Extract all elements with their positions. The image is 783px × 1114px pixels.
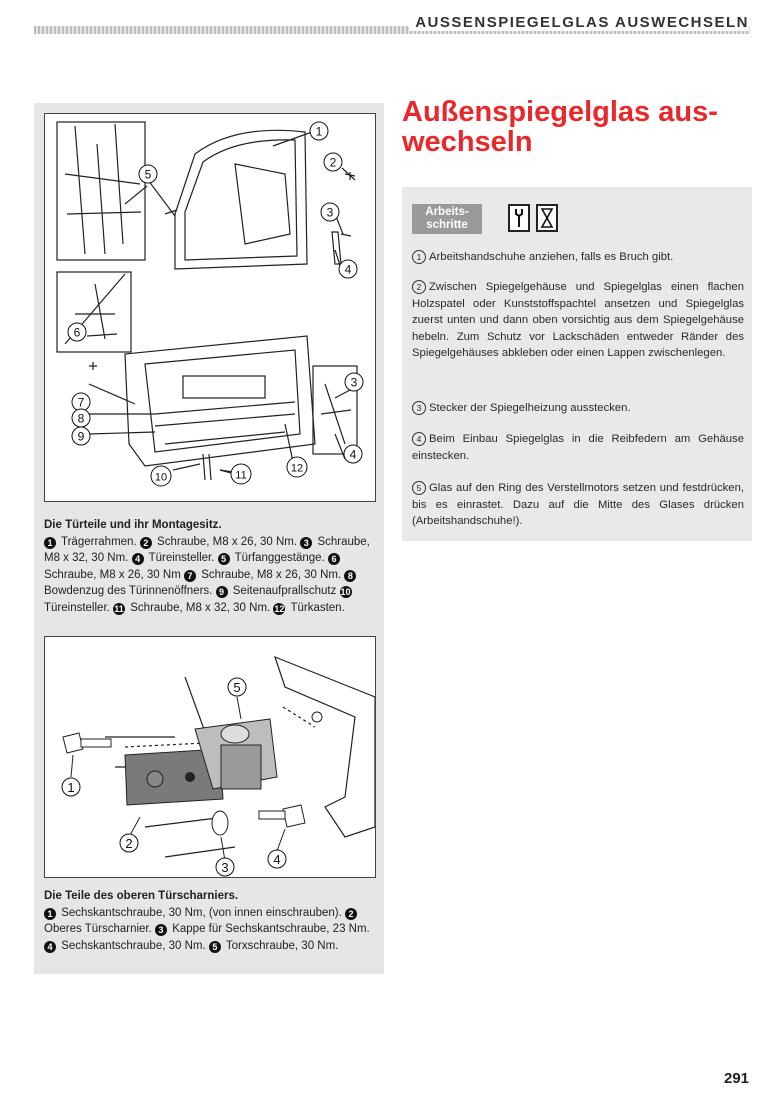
hourglass-icon	[536, 204, 558, 232]
figure2-caption-item: 2 Oberes Türscharnier.	[44, 907, 359, 936]
figure2-caption-item: 1 Sechskantschraube, 30 Nm, (von innen einschrauben).	[44, 907, 342, 919]
callout-5: 5	[144, 167, 152, 182]
page-header	[0, 0, 783, 40]
callout-2: 2	[329, 155, 337, 170]
figure1-caption-item: 3 Schraube, M8 x 32, 30 Nm.	[44, 535, 370, 564]
article-title-line2: wechseln	[402, 126, 533, 158]
figure1-caption-item: 1 Trägerrahmen.	[44, 536, 137, 548]
figure1-caption	[44, 517, 381, 616]
article-title	[402, 97, 742, 157]
work-steps-box	[402, 187, 752, 541]
callout-3: 3	[221, 860, 229, 875]
callout-12: 12	[290, 462, 304, 475]
work-step: 4 Beim Einbau Spiegelglas in die Reibfedern am Gehäuse einstecken.	[412, 433, 744, 462]
callout-4: 4	[344, 262, 352, 277]
page-number: 291	[724, 1070, 750, 1087]
wrench-icon	[508, 204, 530, 232]
figure2-illustration	[44, 636, 376, 878]
figure1-box	[34, 103, 384, 636]
callout-7: 7	[77, 395, 85, 410]
figure1-caption-item: 5 Türfanggestänge.	[218, 552, 325, 564]
work-step: 5 Glas auf den Ring des Verstellmotors setzen und festdrücken, bis es einrastet. Dazu auf die Mitte des Glases drücken (Arbeitshandschuhe!).	[412, 482, 744, 528]
figure1-callouts	[68, 122, 363, 486]
hinge-drawing	[45, 637, 375, 877]
callout-8: 8	[77, 411, 85, 426]
figure1-caption-item: 12 Türkasten.	[274, 601, 345, 614]
callout-4: 4	[273, 852, 281, 867]
figure1-caption-item: 8 Bowdenzug des Türinnenöffners.	[44, 569, 358, 598]
callout-3b: 3	[350, 375, 358, 390]
work-step: 3 Stecker der Spiegelheizung ausstecken.	[412, 400, 744, 417]
figure1-caption-item: 6 Schraube, M8 x 26, 30 Nm	[44, 552, 342, 581]
article-title-line1: Außenspiegelglas aus-	[402, 96, 718, 128]
work-step: 1 Arbeitshandschuhe anziehen, falls es Bruch gibt.	[412, 249, 744, 266]
callout-1: 1	[67, 780, 75, 795]
callout-2: 2	[125, 836, 133, 851]
work-steps-label: Arbeits- schritte	[412, 204, 482, 234]
header-title: AUSSENSPIEGELGLAS AUSWECHSELN	[409, 14, 749, 31]
figure2-caption-item: 5 Torxschraube, 30 Nm.	[209, 940, 339, 952]
figure2-caption	[44, 888, 381, 954]
callout-6: 6	[73, 325, 81, 340]
figure2-caption-item: 3 Kappe für Sechskantschraube, 23 Nm.	[155, 923, 370, 935]
figure1-caption-item: 7 Schraube, M8 x 26, 30 Nm.	[184, 569, 341, 581]
callout-9: 9	[77, 429, 85, 444]
callout-3: 3	[326, 205, 334, 220]
work-step: 2 Zwischen Spiegelgehäuse und Spiegelglas einen flachen Holzspatel oder Kunststoffspachtel ansetzen und Spiegelglas zuerst unten und dann oben vorsichtig aus dem Spiegelgehäuse hebeln. Zum Schutz vor Lackschäden entweder Ränder des Spiegelgehäuses abkleben oder einen Lappen zwischenlegen.	[412, 281, 744, 360]
figure2-box	[34, 636, 384, 974]
figure2-caption-title: Die Teile des oberen Türscharniers.	[44, 890, 239, 902]
figure1-caption-item: 4 Türeinsteller.	[132, 552, 215, 564]
figure1-caption-item: 10 Türeinsteller.	[44, 587, 351, 614]
callout-10: 10	[154, 471, 168, 484]
figure1-caption-title: Die Türteile und ihr Montagesitz.	[44, 519, 222, 531]
figure1-caption-item: 9 Seitenaufprallschutz	[216, 585, 337, 597]
door-parts-drawing	[45, 114, 375, 501]
callout-4b: 4	[349, 447, 357, 462]
figure2-caption-item: 4 Sechskantschraube, 30 Nm.	[44, 940, 206, 952]
callout-11: 11	[235, 469, 247, 482]
callout-5: 5	[233, 680, 241, 695]
figure1-illustration	[44, 113, 376, 502]
figure1-caption-item: 11 Schraube, M8 x 32, 30 Nm.	[114, 601, 271, 614]
callout-1: 1	[315, 124, 323, 139]
figure1-caption-item: 2 Schraube, M8 x 26, 30 Nm.	[140, 536, 297, 548]
